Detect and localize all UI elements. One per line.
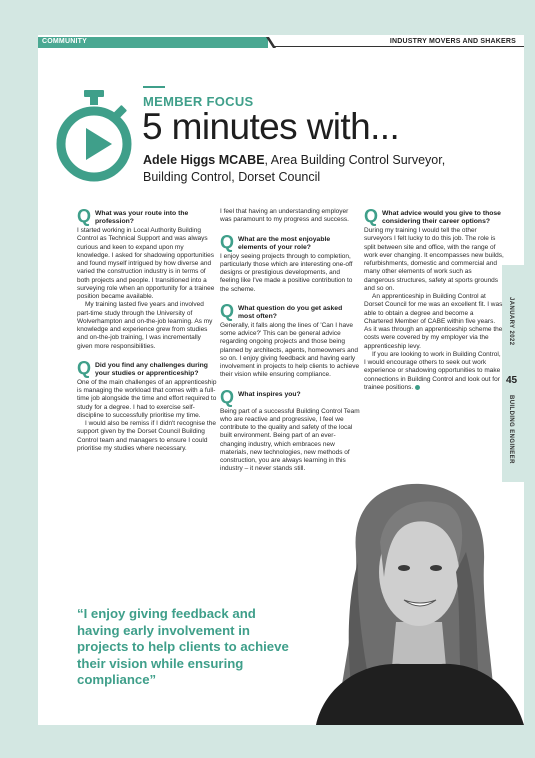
question-block: [220, 386, 360, 407]
column-2: [220, 208, 360, 474]
answer-paragraph: I feel that having an understanding employer was paramount to my progress and success.: [220, 208, 349, 224]
kicker-rule: [143, 86, 165, 88]
q-letter-icon: Q: [220, 231, 235, 252]
answer-paragraph: An apprenticeship in Building Control at Dorset Council for me was an excellent fit. I was able to obtain a degree and become a Chartered Member of CABE within five years. As it was through an apprenticeship scheme the costs were covered by my employer via the apprenticeship levy.: [364, 293, 503, 350]
article-title: 5 minutes with...: [142, 106, 400, 147]
series-label: INDUSTRY MOVERS AND SHAKERS: [389, 38, 516, 45]
q-letter-icon: Q: [77, 206, 92, 226]
answer-paragraph: My training lasted five years and involved part-time study through the University of Wolverhampton and on-the-job learning. As my knowledge and experience grew from studies and on-the-job training, I was incrementally given more responsibilities.: [77, 301, 213, 350]
article-subtitle: [143, 152, 483, 186]
answer-paragraph: Being part of a successful Building Control Team who are reactive and progressive, I feel we contribute to the quality and safety of the local built environment. Being part of an ever-changing industry, which embraces new materials, new technologies, new methods of construction, you are always learning in this industry – it never stands still.: [220, 407, 360, 473]
interviewee-name: Adele Higgs MCABE: [143, 153, 265, 167]
answer-paragraph: During my training I would tell the other surveyors I felt lucky to do this job. The role is split between site and office, with the range of work ever changing. It encompasses new builds, refurbishments, domestic and commercial and many other elements of work such as dangerous structures, safety at sports grounds and so on.: [364, 227, 504, 292]
answer-paragraph: I would also be remiss if I didn't recognise the support given by the Dorset Council Building Control team and managers to ensure I could prioritise my studies where necessary.: [77, 420, 216, 452]
article-kicker: MEMBER FOCUS: [143, 94, 254, 109]
question-heading: What inspires you?: [238, 390, 301, 398]
section-header-bar: [38, 37, 524, 48]
question-heading: What advice would you give to those considering their career options?: [382, 210, 501, 225]
answer-paragraph: [364, 351, 504, 392]
column-1: [77, 208, 217, 453]
issue-date: JANUARY 2022: [508, 297, 514, 346]
question-block: [364, 208, 504, 226]
question-heading: Did you find any challenges during your studies or apprenticeship?: [95, 361, 208, 377]
answer-paragraph: Generally, it falls along the lines of 'Can I have some advice?' This can be general advice regarding ongoing projects and those being planned by architects, agents, homeowners and so on. I enjoy giving feedback and having early involvement in projects to help clients to achieve their vision while ensuring compliance.: [220, 321, 360, 379]
closing-text: If you are looking to work in Building Control, I would encourage others to seek out work experience or shadowing opportunities to make connections in Building Control and look out for trainee positions.: [364, 350, 501, 391]
question-block: [77, 208, 217, 226]
question-block: [220, 231, 360, 252]
end-dot-icon: [415, 385, 420, 390]
interviewee-role: , Area Building Control Surveyor, Building Control, Dorset Council: [143, 153, 446, 184]
q-letter-icon: Q: [220, 386, 235, 407]
pull-quote: “I enjoy giving feedback and having early involvement in projects to help clients to achieve their vision while ensuring compliance”: [77, 606, 289, 687]
q-letter-icon: Q: [364, 206, 379, 226]
portrait-photo: [296, 482, 524, 725]
question-block: [220, 300, 360, 321]
question-heading: What are the most enjoyable elements of your role?: [238, 235, 331, 251]
answer-paragraph: I enjoy seeing projects through to completion, particularly those which are interesting one-off designs or prestigious developments, and feeling like I've made a positive contribution to the scheme.: [220, 252, 353, 293]
column-3: [364, 208, 504, 392]
question-heading: What question do you get asked most often?: [238, 304, 343, 320]
section-tab: [38, 37, 268, 48]
header-rule: [274, 46, 524, 47]
question-heading: What was your route into the profession?: [95, 210, 189, 225]
section-label: COMMUNITY: [42, 38, 87, 45]
question-block: [77, 357, 217, 378]
answer-paragraph: I started working in Local Authority Building Control as Technical Support and was always curious and keen to expand upon my knowledge. I asked for shadowing opportunities and found myself intrigued by how diverse and varied the construction industry is in terms of both projects and people. I transitioned into a surveying role when an opportunity for a trainee position became available.: [77, 227, 215, 300]
q-letter-icon: Q: [220, 300, 235, 321]
answer-paragraph: One of the main challenges of an apprenticeship is managing the workload that comes with a full-time job alongside the time and effort required to study for a degree. I had to exercise self-discipline to successfully prioritise my time.: [77, 378, 217, 419]
q-letter-icon: Q: [77, 357, 92, 378]
magazine-name: BUILDING ENGINEER: [508, 395, 514, 464]
stopwatch-play-icon: [56, 88, 132, 194]
page-number: 45: [506, 375, 518, 386]
